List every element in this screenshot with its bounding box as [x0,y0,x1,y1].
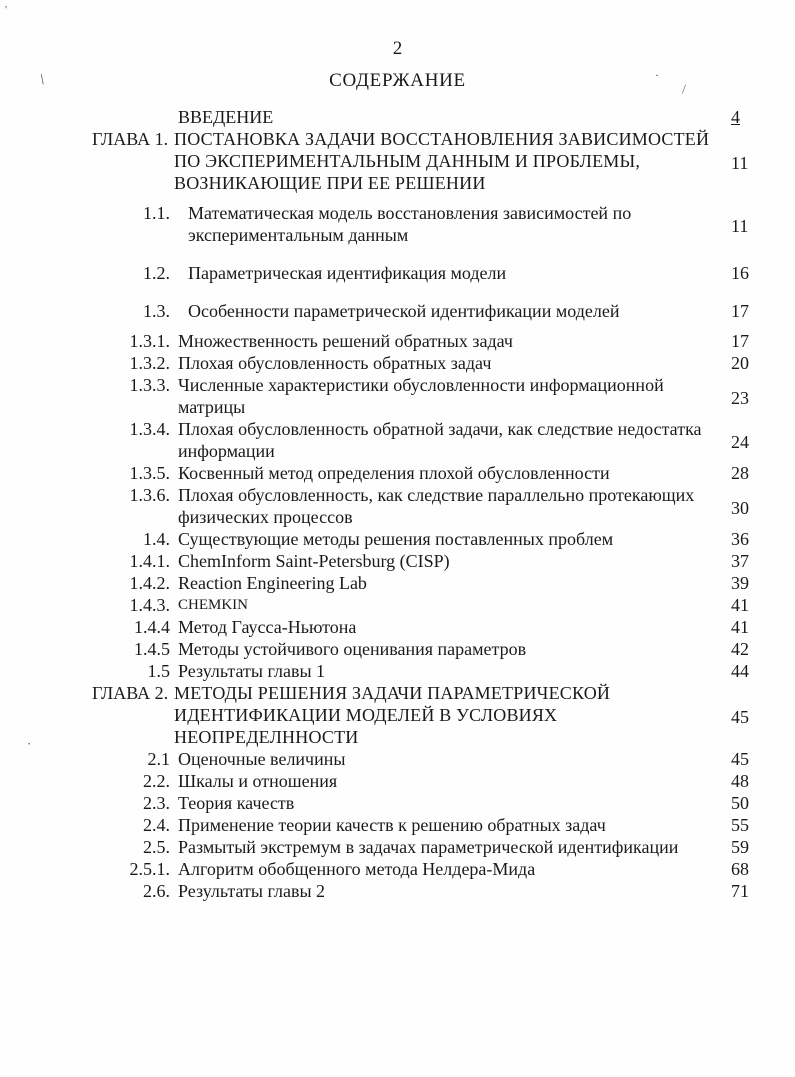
toc-entry-number: 2.5. [143,837,170,857]
toc-entry[interactable] [92,660,749,682]
toc-entry-title: ПОСТАНОВКА ЗАДАЧИ ВОССТАНОВЛЕНИЯ ЗАВИСИМОСТЕЙ ПО ЭКСПЕРИМЕНТАЛЬНЫМ ДАННЫМ И ПРОБЛЕМЫ, ВОЗНИКАЮЩИЕ ПРИ ЕЕ РЕШЕНИИ [174,129,710,193]
toc-entry-number: 1.3.3. [129,375,170,395]
toc-entry[interactable] [92,202,749,246]
toc-entry-title: Reaction Engineering Lab [178,573,367,593]
toc-entry-page-number: 39 [731,573,749,593]
toc-entry-number: 1.3.2. [129,353,170,373]
scan-artifact-left-mid: · [27,736,32,751]
toc-entry-page-number: 59 [731,837,749,857]
toc-entry-title: Применение теории качеств к решению обратных задач [178,815,606,835]
toc-entry[interactable] [92,616,749,638]
toc-entry-page-number: 11 [731,153,749,173]
toc-entry-page-number: 71 [731,881,749,901]
toc-entry[interactable] [92,682,749,748]
toc-entry-page-number: 17 [731,331,749,351]
toc-entry-title: Плохая обусловленность обратной задачи, как следствие недостатка информации [178,419,702,461]
toc-entry[interactable] [92,484,749,528]
toc-entry-title: Оценочные величины [178,749,346,769]
scan-artifact-right-top: · [655,68,659,82]
scan-artifact-left-top: \ [38,71,46,89]
toc-entry-page-number: 41 [731,617,749,637]
toc-entry-title: Результаты главы 2 [178,881,326,901]
toc-entry-page-number: 41 [731,595,749,615]
toc-entry-number: 1.5 [147,661,170,681]
toc-entry-number: 2.5.1. [129,859,170,879]
toc-entry-number: 1.4.3. [129,595,170,615]
toc-entry-number: 2.1 [147,749,170,769]
toc-entry-title: Косвенный метод определения плохой обусловленности [178,463,610,483]
toc-entry-title: Численные характеристики обусловленности информационной матрицы [178,375,664,417]
toc-entry-page-number: 37 [731,551,749,571]
toc-row-spacer [92,194,717,202]
toc-entry[interactable] [92,748,749,770]
toc-entry-number: 1.4.4 [134,617,170,637]
toc-entry-number: 2.3. [143,793,170,813]
toc-entry[interactable] [92,352,749,374]
toc-entry-number: 1.3. [143,301,170,321]
toc-entry-number: ГЛАВА 2. [92,683,169,703]
toc-entry-page-number: 45 [731,749,749,769]
toc-entry-title: Результаты главы 1 [178,661,326,681]
toc-entry-page-number: 68 [731,859,749,879]
toc-entry-title: Теория качеств [178,793,295,813]
toc-entry-title: Существующие методы решения поставленных проблем [178,529,614,549]
toc-entry-title: ChemInform Saint-Petersburg (CISP) [178,551,450,571]
page-folio-number: 2 [392,38,403,59]
toc-entry-number: 1.2. [143,263,170,283]
toc-entry[interactable] [92,858,749,880]
table-of-contents [92,106,749,902]
toc-entry-number: 1.4.2. [129,573,170,593]
toc-entry[interactable] [92,330,749,352]
toc-entry-page-number: 48 [731,771,749,791]
toc-entry-number: 1.3.5. [129,463,170,483]
toc-entry[interactable] [92,594,749,616]
toc-entry-page-number: 23 [731,388,749,408]
toc-entry-page-number: 45 [731,707,749,727]
toc-entry[interactable] [92,262,749,284]
toc-row-spacer [92,254,717,262]
toc-row-spacer [92,246,717,254]
toc-entry-number: 1.3.4. [129,419,170,439]
toc-entry-number: 1.3.6. [129,485,170,505]
toc-entry-page-number: 24 [731,432,749,452]
toc-entry-page-number: 36 [731,529,749,549]
toc-entry[interactable] [92,106,740,128]
toc-row-spacer [92,322,717,330]
toc-entry[interactable] [92,836,749,858]
toc-entry-title: Алгоритм обобщенного метода Нелдера-Мида [178,859,536,879]
toc-entry[interactable] [92,462,749,484]
toc-entry-number: 2.2. [143,771,170,791]
toc-entry[interactable] [92,550,749,572]
toc-entry-number: 2.4. [143,815,170,835]
page-title: СОДЕРЖАНИЕ [329,70,466,91]
toc-entry-page-number: 44 [731,661,749,681]
toc-entry-page-number: 17 [731,301,749,321]
toc-entry-title: Особенности параметрической идентификации моделей [188,301,620,321]
scan-artifact-right-top-2: ⁄ [681,81,687,97]
toc-entry-title: Размытый экстремум в задачах параметрической идентификации [178,837,679,857]
toc-entry-number: ГЛАВА 1. [92,129,169,149]
toc-entry-title: Шкалы и отношения [178,771,338,791]
toc-entry[interactable] [92,528,749,550]
toc-entry-title: Методы устойчивого оценивания параметров [178,639,527,659]
toc-entry-page-number: 11 [731,216,749,236]
toc-entry[interactable] [92,418,749,462]
toc-row-spacer [92,284,717,292]
toc-entry[interactable] [92,128,749,194]
toc-entry-page-number: 4 [731,107,740,127]
toc-entry-number: 1.4.5 [134,639,170,659]
toc-entry-title: Параметрическая идентификация модели [188,263,507,283]
toc-entry-title: Плохая обусловленность обратных задач [178,353,492,373]
toc-entry-page-number: 16 [731,263,749,283]
toc-entry[interactable] [92,770,749,792]
toc-entry-page-number: 42 [731,639,749,659]
toc-entry-title: МЕТОДЫ РЕШЕНИЯ ЗАДАЧИ ПАРАМЕТРИЧЕСКОЙ ИДЕНТИФИКАЦИИ МОДЕЛЕЙ В УСЛОВИЯХ НЕОПРЕДЕЛННОСТИ [174,683,611,747]
toc-entry-number: 1.4. [143,529,170,549]
toc-entry[interactable] [92,572,749,594]
toc-row-spacer [92,292,717,300]
toc-entry-page-number: 20 [731,353,749,373]
toc-entry[interactable] [92,792,749,814]
scan-artifact-corner: ' [5,4,7,16]
toc-entry-title: Множественность решений обратных задач [178,331,513,351]
toc-entry[interactable] [92,638,749,660]
toc-entry[interactable] [92,300,749,322]
toc-entry[interactable] [92,880,749,902]
toc-entry-number: 2.6. [143,881,170,901]
toc-entry[interactable] [92,374,749,418]
toc-entry-page-number: 50 [731,793,749,813]
toc-entry-number: 1.3.1. [129,331,170,351]
toc-entry-title: CHEMKIN [178,597,248,613]
toc-entry-title: ВВЕДЕНИЕ [178,107,274,127]
toc-entry-number: 1.4.1. [129,551,170,571]
toc-entry-page-number: 28 [731,463,749,483]
toc-entry[interactable] [92,814,749,836]
toc-entry-page-number: 55 [731,815,749,835]
toc-entry-number: 1.1. [143,203,170,223]
toc-entry-title: Математическая модель восстановления зависимостей по экспериментальным данным [188,203,632,245]
toc-entry-page-number: 30 [731,498,749,518]
toc-entry-title: Метод Гаусса-Ньютона [178,617,357,637]
toc-entry-title: Плохая обусловленность, как следствие параллельно протекающих физических процессов [178,485,695,527]
